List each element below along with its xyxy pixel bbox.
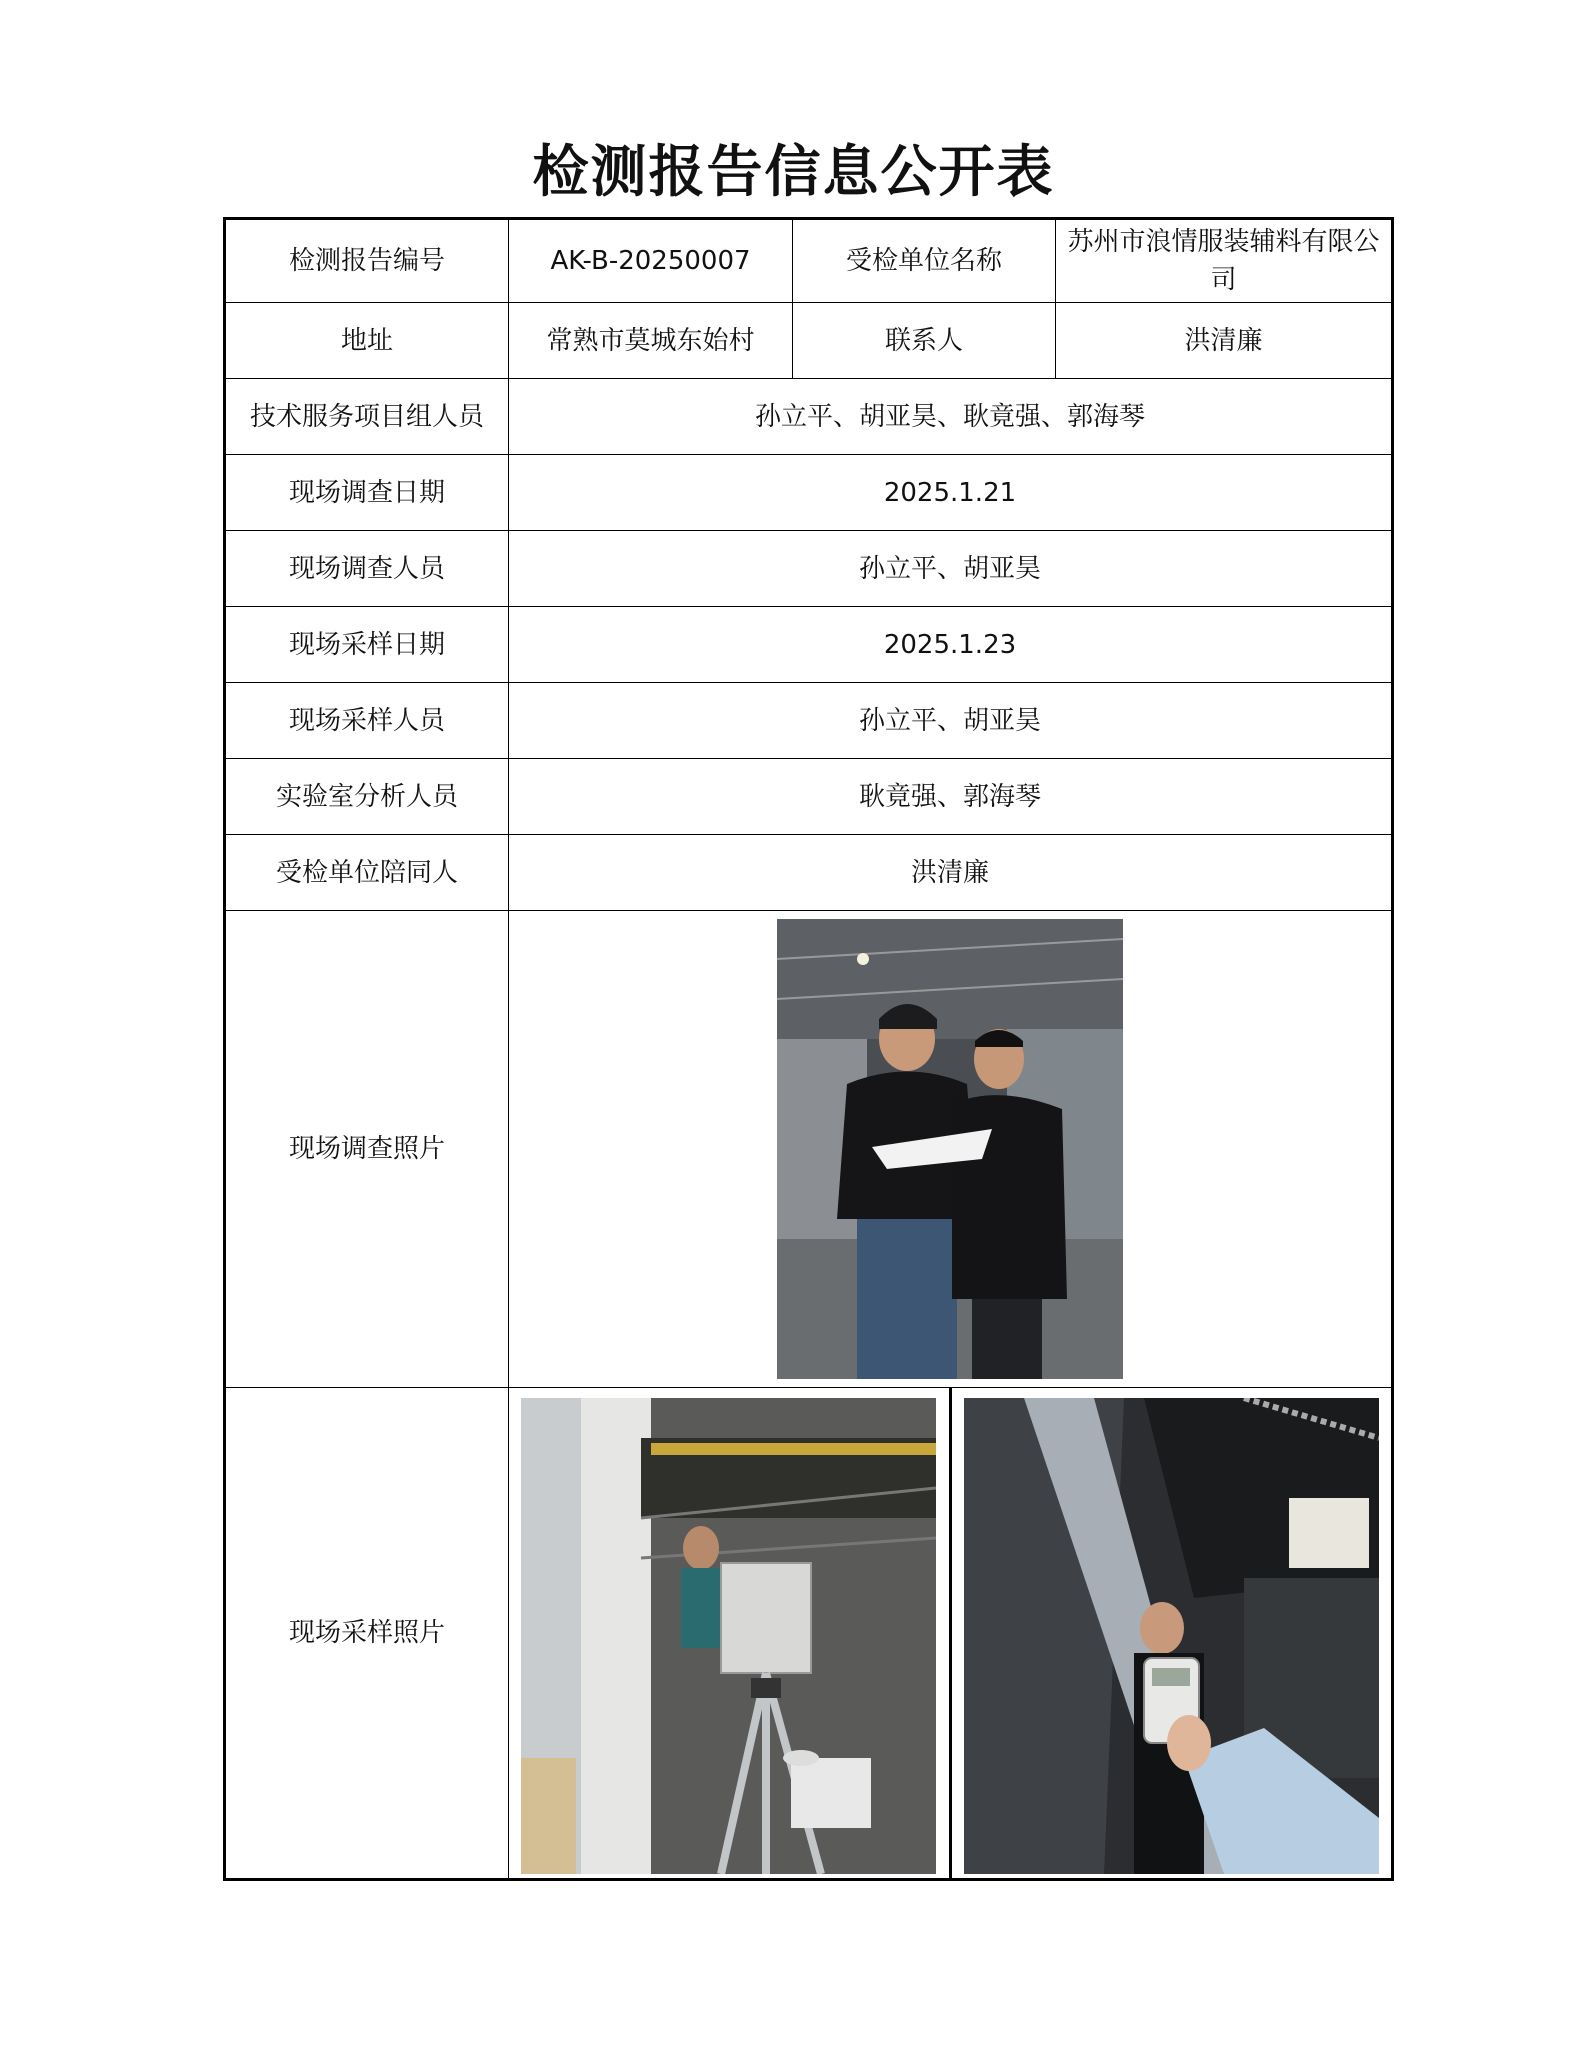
survey-photo-cell	[509, 911, 1393, 1388]
team-label: 技术服务项目组人员	[225, 379, 509, 455]
survey-date-label: 现场调查日期	[225, 455, 509, 531]
survey-photo-image	[777, 919, 1123, 1379]
sampling-photo-2	[964, 1398, 1379, 1874]
contact-value: 洪清廉	[1056, 303, 1393, 379]
table-row	[225, 303, 1393, 379]
table-row	[225, 219, 1393, 303]
survey-staff-label: 现场调查人员	[225, 531, 509, 607]
report-info-table	[223, 217, 1394, 1881]
table-row	[225, 531, 1393, 607]
escort-label: 受检单位陪同人	[225, 835, 509, 911]
survey-staff-value: 孙立平、胡亚昊	[509, 531, 1393, 607]
report-no-value: AK-B-20250007	[509, 219, 793, 303]
sampling-staff-label: 现场采样人员	[225, 683, 509, 759]
sampling-date-label: 现场采样日期	[225, 607, 509, 683]
table-row	[225, 607, 1393, 683]
contact-label: 联系人	[793, 303, 1056, 379]
survey-date-value: 2025.1.21	[509, 455, 1393, 531]
lab-staff-value: 耿竟强、郭海琴	[509, 759, 1393, 835]
table-row	[225, 379, 1393, 455]
report-no-label: 检测报告编号	[225, 219, 509, 303]
table-row	[225, 455, 1393, 531]
table-row	[225, 1388, 1393, 1880]
lab-staff-label: 实验室分析人员	[225, 759, 509, 835]
address-label: 地址	[225, 303, 509, 379]
unit-name-value: 苏州市浪情服装辅料有限公司	[1056, 219, 1393, 303]
page-title: 检测报告信息公开表	[532, 140, 1055, 205]
table-row	[225, 759, 1393, 835]
sampling-photo-cell	[509, 1388, 1393, 1880]
sampling-photo-1-image	[521, 1398, 936, 1874]
survey-photo-label: 现场调查照片	[225, 911, 509, 1388]
escort-value: 洪清廉	[509, 835, 1393, 911]
table-row	[225, 911, 1393, 1388]
sampling-photo-label: 现场采样照片	[225, 1388, 509, 1880]
survey-photo	[777, 919, 1123, 1379]
sampling-photo-1	[521, 1398, 936, 1874]
table-row	[225, 683, 1393, 759]
address-value: 常熟市莫城东始村	[509, 303, 793, 379]
sampling-photo-slot-2	[949, 1388, 1392, 1878]
unit-name-label: 受检单位名称	[793, 219, 1056, 303]
team-value: 孙立平、胡亚昊、耿竟强、郭海琴	[509, 379, 1393, 455]
sampling-photo-slot-1	[509, 1388, 949, 1878]
sampling-staff-value: 孙立平、胡亚昊	[509, 683, 1393, 759]
sampling-photo-2-image	[964, 1398, 1379, 1874]
table-row	[225, 835, 1393, 911]
sampling-date-value: 2025.1.23	[509, 607, 1393, 683]
sampling-photo-group	[509, 1388, 1391, 1878]
